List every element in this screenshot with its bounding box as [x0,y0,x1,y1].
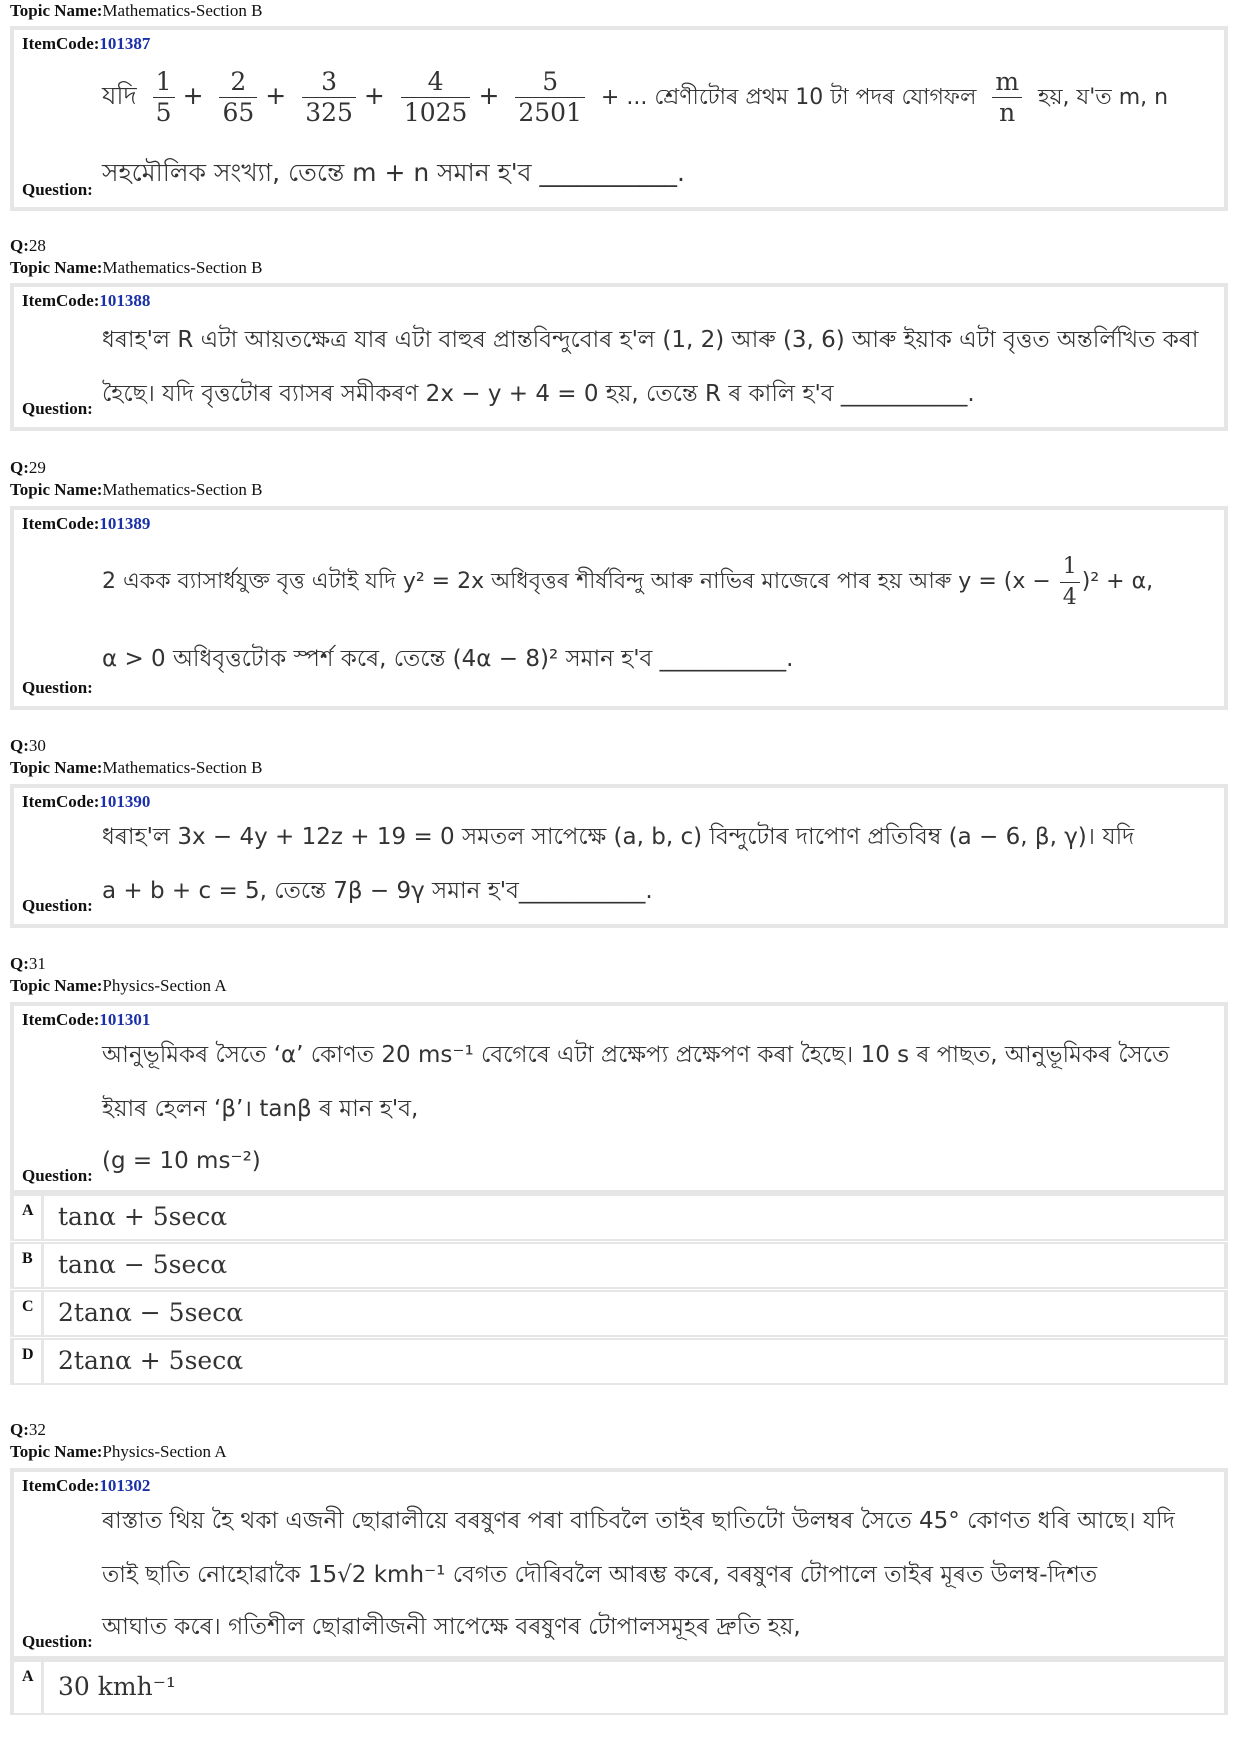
question-box-q30 [10,784,1228,928]
itemcode: ItemCode:101302 [22,1476,151,1495]
question-text-line2: সহমৌলিক সংখ্যা, তেন্তে m + n সমান হ'ব ___________. [102,158,685,187]
question-box-q27 [10,26,1228,211]
question-text-line2: হৈছে। যদি বৃত্তটোৰ ব্যাসৰ সমীকৰণ 2x − y + 4 = 0 হয়, তেন্তে R ৰ কালি হ'ব ___________. [102,381,975,407]
option-letter: A [14,1662,44,1713]
option-letter: D [14,1340,44,1383]
option-text: tanα + 5secα [58,1202,228,1231]
option-a[interactable] [10,1660,1228,1715]
question-text: ধৰাহ'ল 3x − 4y + 12z + 19 = 0 সমতল সাপেক্ষে (a, b, c) বিন্দুটোৰ দাপোণ প্ৰতিবিম্ব (a − 6, β, γ)। যদি [102,824,1135,850]
option-text: 30 kmh⁻¹ [58,1672,176,1701]
fraction-4: $\frac{4}{1025}$ [401,67,471,128]
topic-line: Topic Name:Mathematics-Section B [10,258,263,277]
itemcode: ItemCode:101301 [22,1010,151,1029]
question-text: আনুভূমিকৰ সৈতে ‘α’ কোণত 20 ms⁻¹ বেগেৰে এটা প্ৰক্ষেপ্য প্ৰক্ষেপণ কৰা হৈছে। 10 s ৰ পাছত, আনুভূমিকৰ সৈতে [102,1042,1170,1068]
fraction-5: $\frac{5}{2501}$ [515,67,585,128]
fraction-2: $\frac{2}{65}$ [219,67,257,128]
question-text-line2: α > 0 অধিবৃত্তটোক স্পৰ্শ কৰে, তেন্তে (4α − 8)² সমান হ'ব ___________. [102,646,794,672]
question-number: Q:32 [10,1420,46,1439]
question-label: Question: [22,1632,93,1651]
question-text: যদি $\frac{1}{5}$ + $\frac{2}{65}$ + $\frac{3}{325}$ + $\frac{4}{1025}$ + $\frac{5}{2501}$ + ... শ্ৰেণীটোৰ প্ৰথম 10 টা পদৰ যোগফল $\frac{m}{n}$ হয়, য'ত m, n [102,66,1169,127]
option-c[interactable] [10,1290,1228,1337]
question-number: Q:28 [10,236,46,255]
question-text-line2: ইয়াৰ হেলন ‘β’। tanβ ৰ মান হ'ব, [102,1096,419,1122]
question-box-q29 [10,506,1228,710]
option-text: tanα − 5secα [58,1250,228,1279]
topic-line: Topic Name:Physics-Section A [10,1442,227,1461]
option-text: 2tanα + 5secα [58,1346,244,1375]
question-text-line2: a + b + c = 5, তেন্তে 7β − 9γ সমান হ'ব___________. [102,878,653,904]
question-box-q32 [10,1468,1228,1660]
question-label: Question: [22,678,93,697]
fraction-one-quarter: $\frac{1}{4}$ [1060,552,1080,613]
option-letter: B [14,1244,44,1287]
itemcode: ItemCode:101387 [22,34,151,53]
question-text-line2: তাই ছাতি নোহোৱাকৈ 15√2 kmh⁻¹ বেগত দৌৰিবলৈ আৰম্ভ কৰে, বৰষুণৰ টোপালে তাইৰ মূৰত উলম্ব-দিশত [102,1562,1098,1588]
topic-line: Topic Name:Mathematics-Section B [10,480,263,499]
option-a[interactable] [10,1194,1228,1241]
question-box-q31 [10,1002,1228,1194]
option-letter: A [14,1196,44,1239]
fraction-mn: $\frac{m}{n}$ [992,67,1022,128]
option-b[interactable] [10,1242,1228,1289]
fraction-1: $\frac{1}{5}$ [153,67,175,128]
option-text: 2tanα − 5secα [58,1298,244,1327]
question-number: Q:30 [10,736,46,755]
option-letter: C [14,1292,44,1335]
question-text-line3: (g = 10 ms⁻²) [102,1148,261,1174]
question-box-q28 [10,283,1228,431]
topic-line: Topic Name:Mathematics-Section B [10,758,263,777]
itemcode: ItemCode:101390 [22,792,151,811]
question-number: Q:31 [10,954,46,973]
question-text: ধৰাহ'ল R এটা আয়তক্ষেত্ৰ যাৰ এটা বাহুৰ প্ৰান্তবিন্দুবোৰ হ'ল (1, 2) আৰু (3, 6) আৰু ইয়াক এটা বৃত্তত অন্তৰ্লিখিত কৰা [102,327,1199,353]
question-number: Q:29 [10,458,46,477]
topic-line: Topic Name:Physics-Section A [10,976,227,995]
question-text: ৰাস্তাত থিয় হৈ থকা এজনী ছোৱালীয়ে বৰষুণৰ পৰা বাচিবলৈ তাইৰ ছাতিটো উলম্বৰ সৈতে 45° কোণত ধৰি আছে। যদি [102,1508,1175,1534]
question-text-line3: আঘাত কৰে। গতিশীল ছোৱালীজনী সাপেক্ষে বৰষুণৰ টোপালসমূহৰ দ্ৰুতি হয়, [102,1614,801,1640]
option-d[interactable] [10,1338,1228,1385]
question-label: Question: [22,896,93,915]
fraction-3: $\frac{3}{325}$ [302,67,356,128]
itemcode: ItemCode:101389 [22,514,151,533]
question-label: Question: [22,1166,93,1185]
itemcode: ItemCode:101388 [22,291,151,310]
question-label: Question: [22,180,93,199]
question-text: 2 একক ব্যাসাৰ্ধযুক্ত বৃত্ত এটাই যদি y² = 2x অধিবৃত্তৰ শীৰ্ষবিন্দু আৰু নাভিৰ মাজেৰে পাৰ হয় আৰু y = (x − $\frac{1}{4}$ )² + α, [102,550,1210,614]
topic-line-q27: Topic Name:Mathematics-Section B [10,1,263,20]
question-label: Question: [22,399,93,418]
